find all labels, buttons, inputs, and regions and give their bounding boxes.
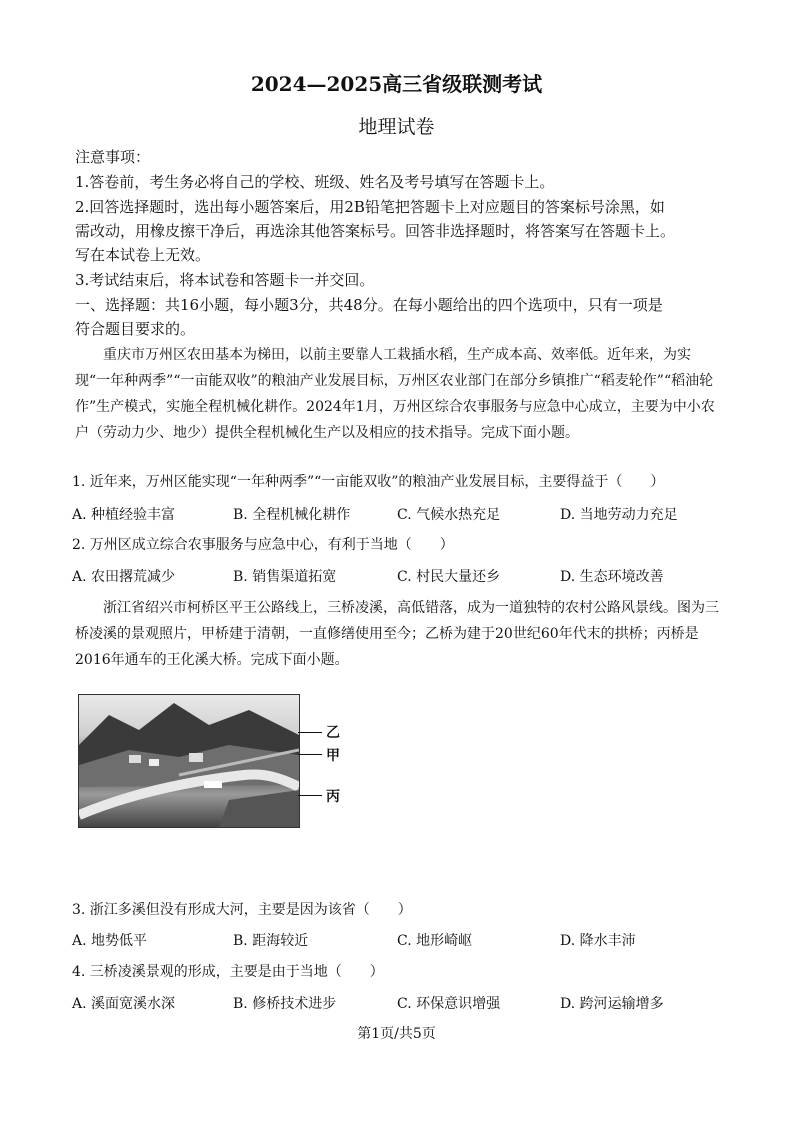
question-1-option-c: C. 气候水热充足 (397, 507, 501, 523)
label-bridge-yi: 乙 (326, 725, 340, 741)
question-4-stem: 4. 三桥凌溪景观的形成，主要是由于当地（ ） (72, 964, 384, 980)
notice-line-3: 需改动，用橡皮擦干净后，再选涂其他答案标号。回答非选择题时，将答案写在答题卡上。 (75, 222, 676, 240)
question-2-stem: 2. 万州区成立综合农事服务与应急中心，有利于当地（ ） (72, 537, 454, 553)
question-1-stem: 1. 近年来，万州区能实现“一年种两季”“一亩能双收”的粮油产业发展目标，主要得益于（ ） (72, 474, 665, 490)
question-4-option-b: B. 修桥技术进步 (233, 996, 337, 1012)
question-2-option-c: C. 村民大量还乡 (397, 569, 501, 585)
question-2-option-a: A. 农田撂荒减少 (72, 569, 176, 585)
section-line-1: 一、选择题：共16小题，每小题3分，共48分。在每小题给出的四个选项中，只有一项是 (75, 296, 663, 314)
pointer-line-bing (298, 795, 322, 796)
exam-title: 2024—2025高三省级联测考试 (250, 72, 543, 96)
passage-2: 浙江省绍兴市柯桥区平王公路线上，三桥凌溪，高低错落，成为一道独特的农村公路风景线。图为三桥凌溪的景观照片，甲桥建于清朝，一直修缮使用至今；乙桥为建于20世纪60年代末的拱桥；丙桥是2016年通车的王化溪大桥。完成下面小题。 (75, 600, 719, 668)
notice-line-1: 1.答卷前，考生务必将自己的学校、班级、姓名及考号填写在答题卡上。 (75, 173, 555, 191)
section-line-2: 符合题目要求的。 (75, 320, 196, 338)
label-bridge-jia: 甲 (326, 748, 340, 764)
question-1-option-b: B. 全程机械化耕作 (233, 507, 351, 523)
question-4-option-a: A. 溪面宽溪水深 (72, 996, 176, 1012)
question-4-option-d: D. 跨河运输增多 (560, 996, 664, 1012)
question-2-option-b: B. 销售渠道拓宽 (233, 569, 337, 585)
subject-title: 地理试卷 (358, 116, 435, 138)
question-4-option-c: C. 环保意识增强 (397, 996, 501, 1012)
question-3-option-b: B. 距海较近 (233, 933, 309, 949)
notice-line-4: 写在本试卷上无效。 (75, 246, 211, 264)
question-2-option-d: D. 生态环境改善 (560, 569, 664, 585)
question-1-option-a: A. 种植经验丰富 (72, 507, 176, 523)
notice-line-5: 3.考试结束后，将本试卷和答题卡一并交回。 (75, 271, 375, 289)
question-3-option-d: D. 降水丰沛 (560, 933, 636, 949)
bridge-photo (78, 694, 300, 828)
notice-line-2: 2.回答选择题时，选出每小题答案后，用2B铅笔把答题卡上对应题目的答案标号涂黑，如 (75, 198, 665, 216)
pointer-line-yi (298, 732, 322, 733)
question-3-stem: 3. 浙江多溪但没有形成大河，主要是因为该省（ ） (72, 902, 412, 918)
pointer-line-jia (298, 754, 322, 755)
label-bridge-bing: 丙 (326, 789, 340, 805)
passage-1: 重庆市万州区农田基本为梯田，以前主要靠人工栽插水稻，生产成本高、效率低。近年来，为实现“一年种两季”“一亩能双收”的粮油产业发展目标，万州区农业部门在部分乡镇推广“稻麦轮作”“稻油轮作”生产模式，实施全程机械化耕作。2024年1月，万州区综合农事服务与应急中心成立，主要为中小农户（劳动力少、地少）提供全程机械化生产以及相应的技术指导。完成下面小题。 (75, 347, 715, 441)
question-1-option-d: D. 当地劳动力充足 (560, 507, 678, 523)
question-3-option-a: A. 地势低平 (72, 933, 148, 949)
question-3-option-c: C. 地形崎岖 (397, 933, 473, 949)
page-number: 第1页/共5页 (357, 1026, 436, 1042)
notice-heading: 注意事项： (75, 148, 151, 166)
